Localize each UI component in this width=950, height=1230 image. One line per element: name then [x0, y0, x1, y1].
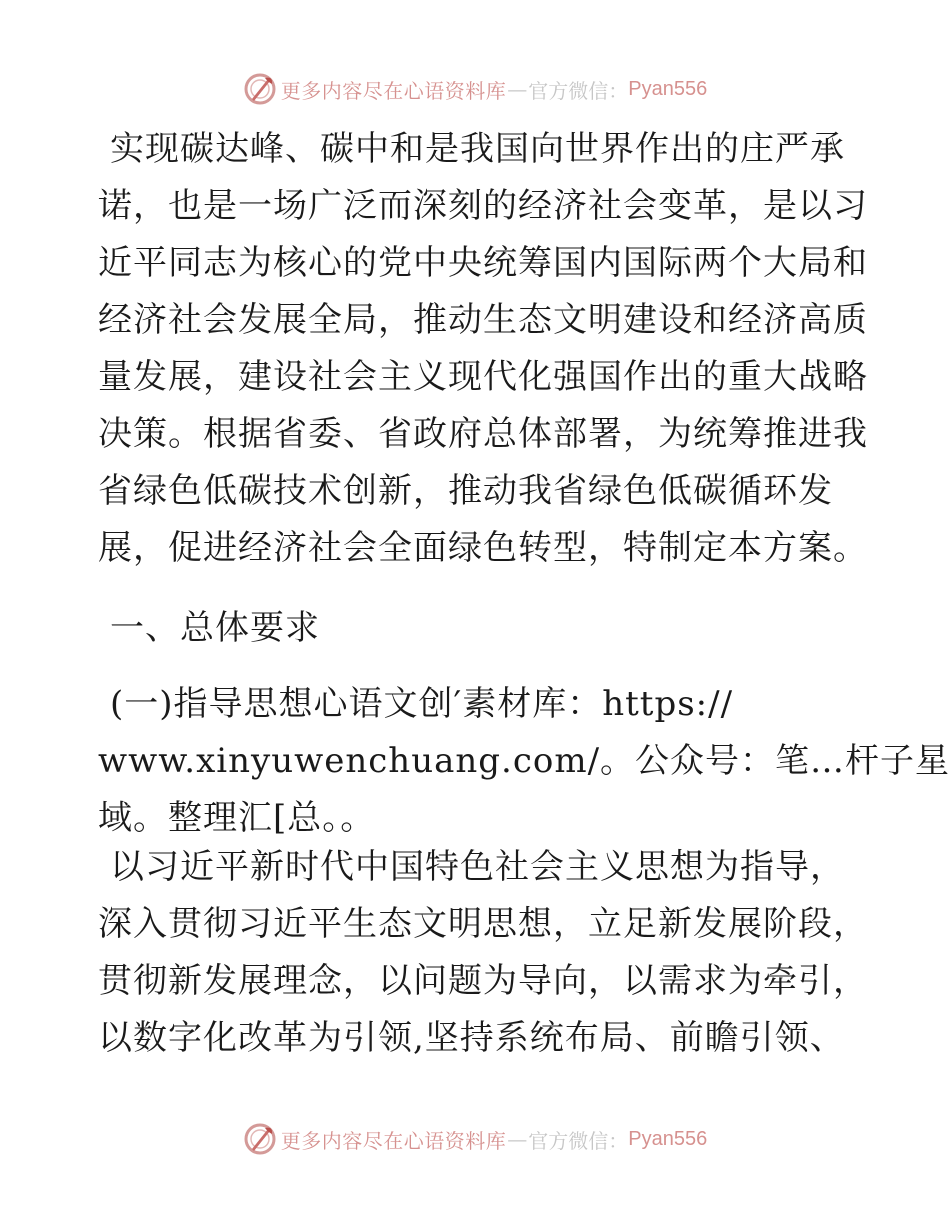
quill-logo-icon	[243, 72, 277, 106]
text-line: 展，促进经济社会全面绿色转型，特制定本方案。	[98, 528, 868, 568]
banner-separator: —	[507, 1127, 528, 1151]
banner-title: 更多内容尽在心语资料库	[280, 78, 507, 103]
section-heading	[98, 600, 858, 657]
text-line: 实现碳达峰、碳中和是我国向世界作出的庄严承	[110, 129, 845, 169]
paragraph-intro	[98, 121, 868, 577]
text-line: 贯彻新发展理念，以问题为导向，以需求为牵引，	[98, 961, 868, 1001]
text-line: 决策。根据省委、省政府总体部署，为统筹推进我	[98, 414, 868, 454]
banner-wechat-label: 官方微信：	[528, 78, 629, 103]
text-line: 经济社会发展全局，推动生态文明建设和经济高质	[98, 300, 868, 340]
quill-logo-icon	[243, 1122, 277, 1156]
banner-wechat-id: Pyan556	[628, 77, 708, 100]
banner-separator: —	[507, 77, 528, 101]
text-line: 域。整理汇[总。。	[98, 798, 376, 838]
text-line: 以习近平新时代中国特色社会主义思想为指导，	[110, 847, 845, 887]
header-banner	[0, 71, 950, 107]
banner-wechat-id: Pyan556	[628, 1127, 708, 1150]
footer-banner	[0, 1121, 950, 1157]
text-line: (一)指导思想心语文创′素材库：https://	[110, 684, 734, 724]
paragraph-guidance	[98, 839, 868, 1067]
text-line: 量发展，建设社会主义现代化强国作出的重大战略	[98, 357, 868, 397]
text-line: 省绿色低碳技术创新，推动我省绿色低碳循环发	[98, 471, 833, 511]
text-line: 以数字化改革为引领,坚持系统布局、前瞻引领、	[98, 1018, 845, 1058]
text-line: 诺，也是一场广泛而深刻的经济社会变革，是以习	[98, 186, 868, 226]
text-line: 深入贯彻习近平生态文明思想，立足新发展阶段，	[98, 904, 868, 944]
banner-title: 更多内容尽在心语资料库	[280, 1128, 507, 1153]
banner-wechat-label: 官方微信：	[528, 1128, 629, 1153]
heading-text: 一、总体要求	[110, 608, 320, 648]
text-line: www.xinyuwenchuang.com/。公众号：笔…杆子星	[98, 741, 950, 781]
text-line: 近平同志为核心的党中央统筹国内国际两个大局和	[98, 243, 868, 283]
subsection-guiding-thought	[98, 676, 950, 847]
